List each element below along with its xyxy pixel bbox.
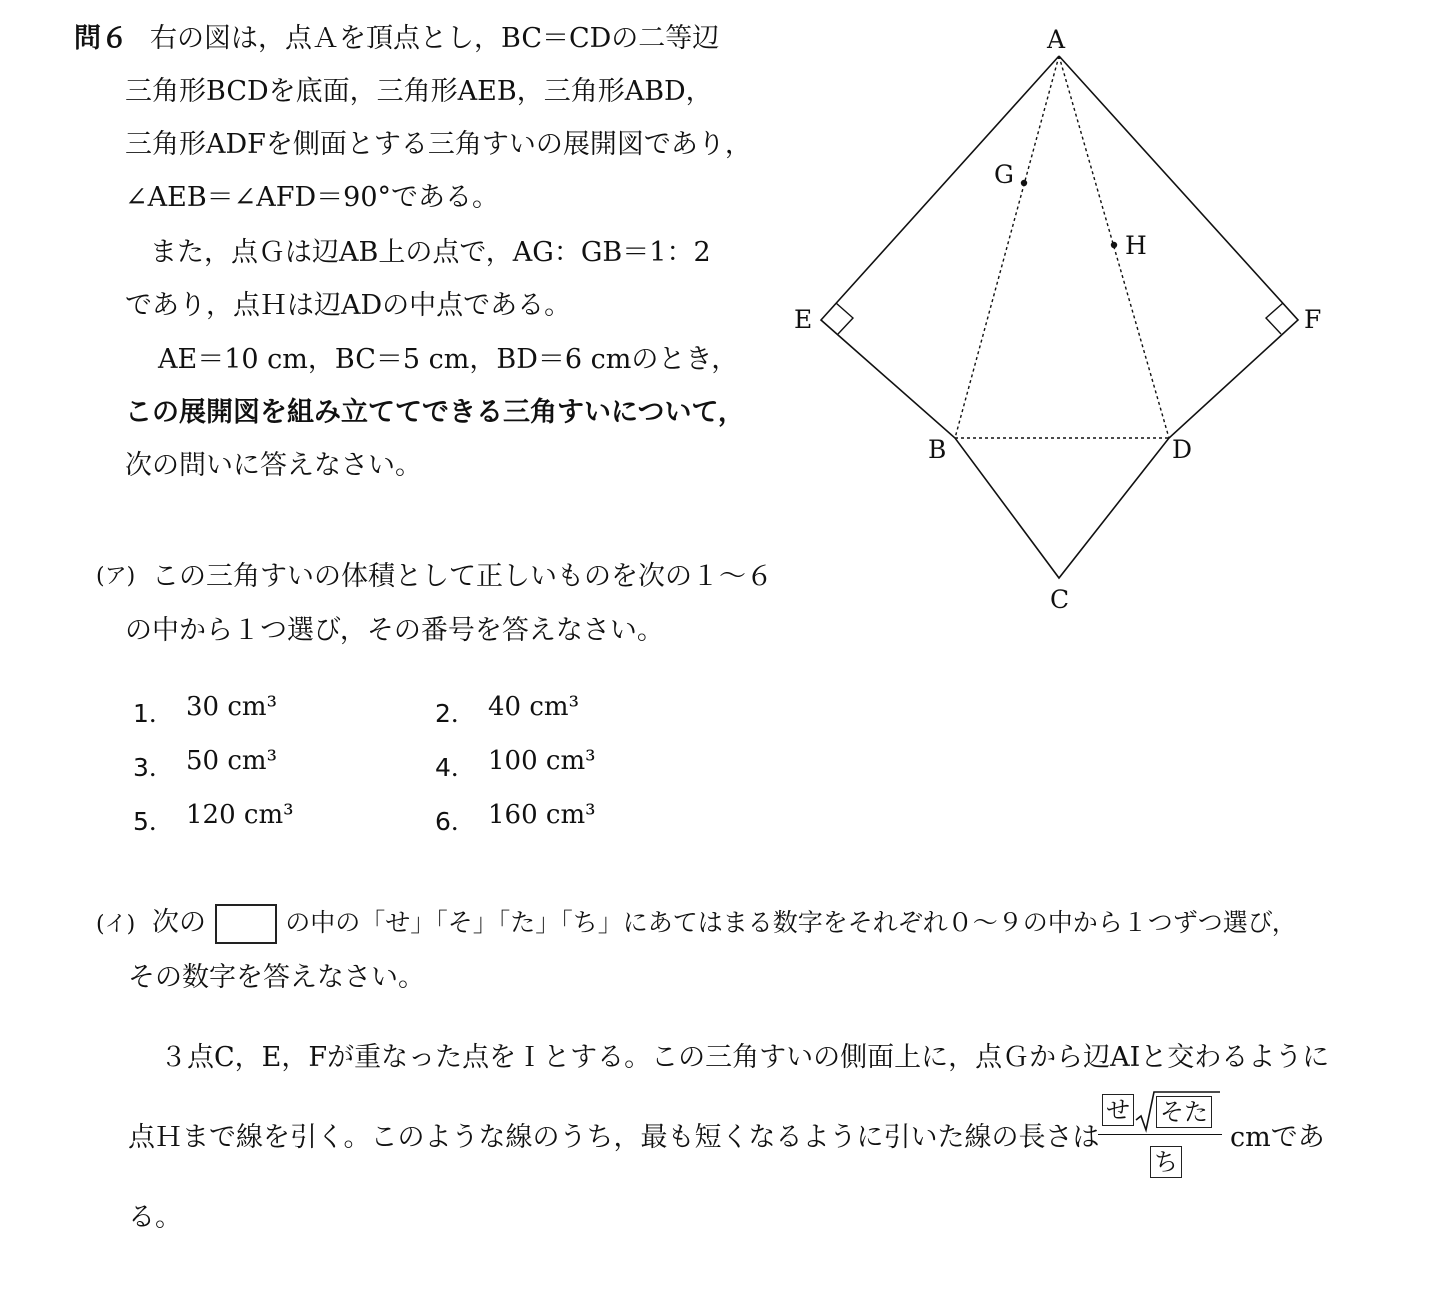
choice-6-value: 160 cm³ bbox=[488, 800, 596, 830]
net-outline bbox=[821, 56, 1298, 578]
part-b-body-3: る。 bbox=[128, 1202, 182, 1233]
choice-4-number: 4． bbox=[435, 753, 476, 782]
choice-5-value: 120 cm³ bbox=[186, 800, 294, 830]
label-a: A bbox=[1047, 25, 1066, 54]
label-e: E bbox=[794, 305, 813, 334]
choice-3-value: 50 cm³ bbox=[186, 746, 277, 776]
part-b-body-1: ３点C，E，Fが重なった点をＩとする。この三角すいの側面上に，点Ｇから辺AIと交わるように bbox=[160, 1042, 1330, 1073]
part-a-line-2: の中から１つ選び，その番号を答えなさい。 bbox=[125, 615, 664, 646]
part-b-line-1 bbox=[152, 903, 1297, 944]
label-d: D bbox=[1172, 435, 1193, 464]
answer-box-chi: ち bbox=[1150, 1146, 1182, 1178]
label-b: B bbox=[928, 435, 947, 464]
net-diagram bbox=[780, 10, 1340, 620]
choice-4-value: 100 cm³ bbox=[488, 746, 596, 776]
choice-2-number: 2． bbox=[435, 699, 476, 728]
problem-line-7: AE＝10 cm，BC＝5 cm，BD＝6 cmのとき， bbox=[158, 344, 739, 375]
choice-1-value: 30 cm³ bbox=[186, 692, 277, 722]
part-a-line-1: この三角すいの体積として正しいものを次の１～６ bbox=[152, 561, 773, 592]
problem-line-6: であり，点Ｈは辺ADの中点である。 bbox=[125, 290, 572, 321]
label-c: C bbox=[1050, 585, 1070, 614]
right-angle-e-icon bbox=[836, 303, 853, 334]
problem-line-8: この展開図を組み立ててできる三角すいについて， bbox=[125, 397, 745, 428]
problem-line-9: 次の問いに答えなさい。 bbox=[125, 450, 422, 481]
answer-box-se: せ bbox=[1102, 1094, 1134, 1126]
part-b-line-2: その数字を答えなさい。 bbox=[128, 962, 425, 993]
choice-5-number: 5． bbox=[133, 807, 174, 836]
problem-number: 問６ bbox=[74, 23, 128, 54]
problem-line-5: また，点Ｇは辺AB上の点で，AG：GB＝1：2 bbox=[150, 237, 711, 268]
choice-1-number: 1． bbox=[133, 699, 174, 728]
part-b-body-2-pre: 点Ｈまで線を引く。このような線のうち，最も短くなるように引いた線の長さは bbox=[128, 1122, 1100, 1153]
choice-6-number: 6． bbox=[435, 807, 476, 836]
point-h-icon bbox=[1111, 242, 1117, 248]
choice-3-number: 3． bbox=[133, 753, 174, 782]
part-b-body-2-post: cmであ bbox=[1230, 1122, 1325, 1153]
problem-line-3: 三角形ADFを側面とする三角すいの展開図であり， bbox=[125, 129, 752, 160]
fraction-bar bbox=[1098, 1134, 1222, 1135]
problem-line-2: 三角形BCDを底面，三角形AEB，三角形ABD， bbox=[125, 76, 713, 107]
problem-line-4: ∠AEB＝∠AFD＝90°である。 bbox=[125, 182, 500, 213]
part-b-line-1-pre: 次の bbox=[152, 907, 206, 938]
part-b-label: (イ) bbox=[96, 912, 136, 937]
label-g: G bbox=[994, 160, 1014, 189]
right-angle-f-icon bbox=[1266, 303, 1283, 334]
answer-box-icon bbox=[215, 904, 277, 944]
part-a-label: (ア) bbox=[96, 564, 136, 589]
answer-box-sota: そた bbox=[1156, 1096, 1212, 1128]
part-b-line-1-post: の中の「せ」「そ」「た」「ち」にあてはまる数字をそれぞれ０～９の中から１つずつ選び， bbox=[285, 908, 1297, 937]
choice-2-value: 40 cm³ bbox=[488, 692, 579, 722]
problem-line-1: 右の図は，点Ａを頂点とし，BC＝CDの二等辺 bbox=[150, 23, 720, 54]
label-f: F bbox=[1304, 305, 1322, 334]
point-g-icon bbox=[1021, 180, 1027, 186]
answer-fraction bbox=[1098, 1090, 1223, 1185]
label-h: H bbox=[1125, 231, 1147, 260]
